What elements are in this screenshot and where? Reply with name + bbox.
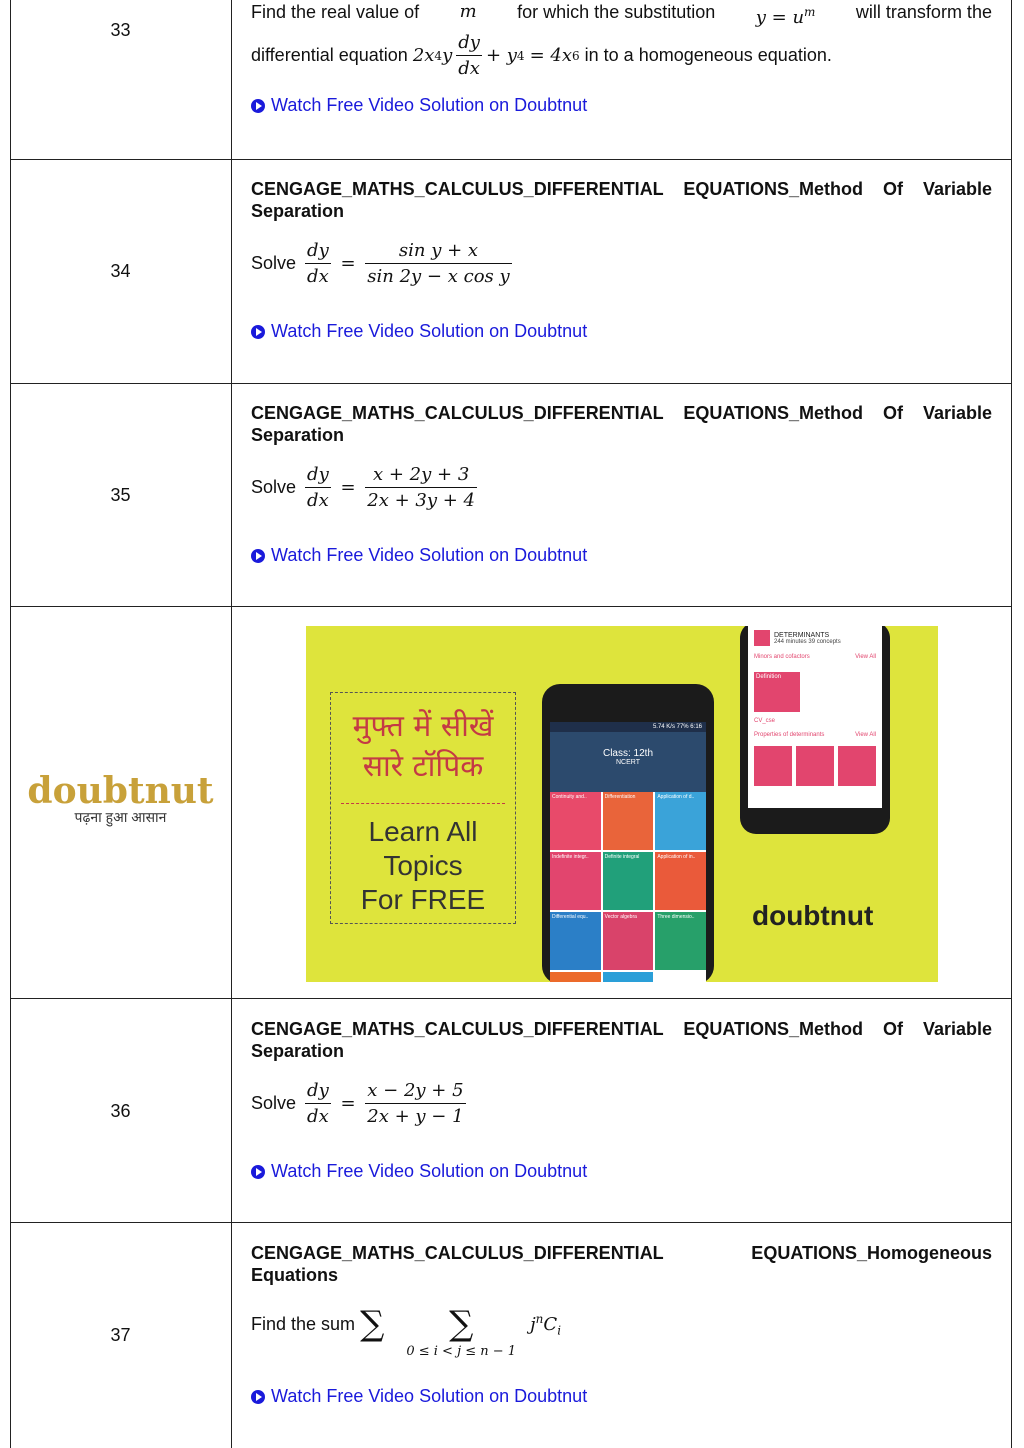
question-34: Solve $\frac{dy}{dx}$ = $\frac{\text{sin y + x}}{\text{sin 2y − x cos y}}$ [251, 240, 510, 287]
watch-video-link[interactable]: Watch Free Video Solution on Doubtnut [251, 321, 587, 342]
topic-tile: Vector algebra [603, 912, 654, 970]
topic-tiles [550, 792, 706, 982]
topic-header: CENGAGE_MATHS_CALCULUS_DIFFERENTIAL EQUATIONS_Method Of Variable Separation [251, 179, 992, 221]
question-number: 36 [110, 1101, 131, 1121]
topic-tile: Indefinite integr.. [550, 852, 601, 910]
question-number: 37 [110, 1325, 131, 1345]
row-divider [10, 606, 1012, 607]
sum-limits: 0 ≤ i < j ≤ n − 1 [406, 1344, 517, 1359]
topic-header: CENGAGE_MATHS_CALCULUS_DIFFERENTIAL EQUATIONS_Homogeneous Equations [251, 1243, 992, 1285]
question-number: 35 [110, 485, 131, 505]
fraction: $\frac{x - 2y + 5}{2x + y - 1}$ [367, 1080, 464, 1127]
divider [341, 803, 505, 804]
row-divider [10, 1222, 1012, 1223]
sum-term: $j^nC_i$ [530, 1312, 562, 1338]
play-circle-icon [251, 1165, 265, 1179]
fraction: $\frac{x + 2y + 3}{2x + 3y + 4}$ [367, 464, 476, 511]
topic-tile: Application of in.. [655, 852, 706, 910]
topic-tile: Definite integral [603, 852, 654, 910]
question-number: 34 [110, 261, 131, 281]
phone-mockup [740, 626, 890, 834]
phone-screen [550, 722, 706, 982]
definition-card: Definition [754, 672, 800, 712]
topic-tile: Three dimensio.. [655, 912, 706, 970]
question-line-1: Find the real value of m for which the substitution $y = u^m$ will transform the [251, 1, 992, 28]
hindi-promo: मुफ्त में सीखें सारे टॉपिक [352, 709, 494, 784]
fraction: $\frac{dy}{dx}$ [307, 240, 329, 287]
status-bar: 5.74 K/s 77% 6:16 [550, 722, 706, 732]
phone-screen: DETERMINANTS 244 minutes 39 concepts Minors and cofactors View All Definition CV_cse Properties of determinants View All [748, 626, 882, 808]
topic-tile: Differential equ.. [550, 912, 601, 970]
row-divider [10, 998, 1012, 999]
topic-tile [550, 972, 601, 982]
question-33 [251, 0, 992, 79]
question-37: Find the sum ∑ ∑ 0 ≤ i < j ≤ n − 1 $j^nC_i$ [251, 1304, 562, 1359]
determinant-icon [754, 630, 770, 646]
phone-mockup [542, 684, 714, 982]
question-36: Solve $\frac{dy}{dx}$ = $\frac{x - 2y + 5}{2x + y - 1}$ [251, 1080, 464, 1127]
promo-box [330, 692, 516, 924]
doubtnut-tagline: पढ़ना हुआ आसान [74, 809, 167, 825]
english-promo: Learn All Topics For FREE [360, 816, 486, 915]
topic-tile: Differentiation [603, 792, 654, 850]
play-circle-icon [251, 1390, 265, 1404]
topic-tile [655, 972, 706, 982]
question-number: 33 [110, 20, 131, 40]
row-divider [10, 383, 1012, 384]
question-35: Solve $\frac{dy}{dx}$ = $\frac{x + 2y + 3}{2x + 3y + 4}$ [251, 464, 476, 511]
watch-video-link[interactable]: Watch Free Video Solution on Doubtnut [251, 95, 587, 116]
doubtnut-brand: doubtnut [27, 770, 214, 812]
topic-header: CENGAGE_MATHS_CALCULUS_DIFFERENTIAL EQUATIONS_Method Of Variable Separation [251, 403, 992, 445]
class-header: Class: 12th NCERT [550, 732, 706, 792]
play-circle-icon [251, 99, 265, 113]
watch-video-link[interactable]: Watch Free Video Solution on Doubtnut [251, 1161, 587, 1182]
play-circle-icon [251, 549, 265, 563]
doubtnut-logo [10, 770, 231, 827]
fraction: $\frac{\text{sin y + x}}{\text{sin 2y − x cos y}}$ [367, 240, 510, 287]
fraction: $\frac{dy}{dx}$ [307, 464, 329, 511]
topic-tile: Continuity and.. [550, 792, 601, 850]
watch-video-link[interactable]: Watch Free Video Solution on Doubtnut [251, 545, 587, 566]
sum-symbol: ∑ [449, 1304, 474, 1344]
question-line-2: differential equation 2x 4 y $\frac{dy}{dx}$ + y 4 = 4x 6 in to a homogeneous equation. [251, 32, 832, 79]
column-divider [231, 0, 232, 1448]
topic-tile: Application of d.. [655, 792, 706, 850]
fraction: $\frac{dy}{dx}$ [458, 32, 480, 79]
topic-tile [603, 972, 654, 982]
play-circle-icon [251, 325, 265, 339]
ad-banner[interactable] [306, 626, 938, 982]
topic-header: CENGAGE_MATHS_CALCULUS_DIFFERENTIAL EQUATIONS_Method Of Variable Separation [251, 1019, 992, 1061]
watch-video-link[interactable]: Watch Free Video Solution on Doubtnut [251, 1386, 587, 1407]
fraction: $\frac{dy}{dx}$ [307, 1080, 329, 1127]
banner-logo: doubtnut [752, 900, 874, 931]
row-divider [10, 159, 1012, 160]
sum-symbol: ∑ [360, 1304, 385, 1344]
